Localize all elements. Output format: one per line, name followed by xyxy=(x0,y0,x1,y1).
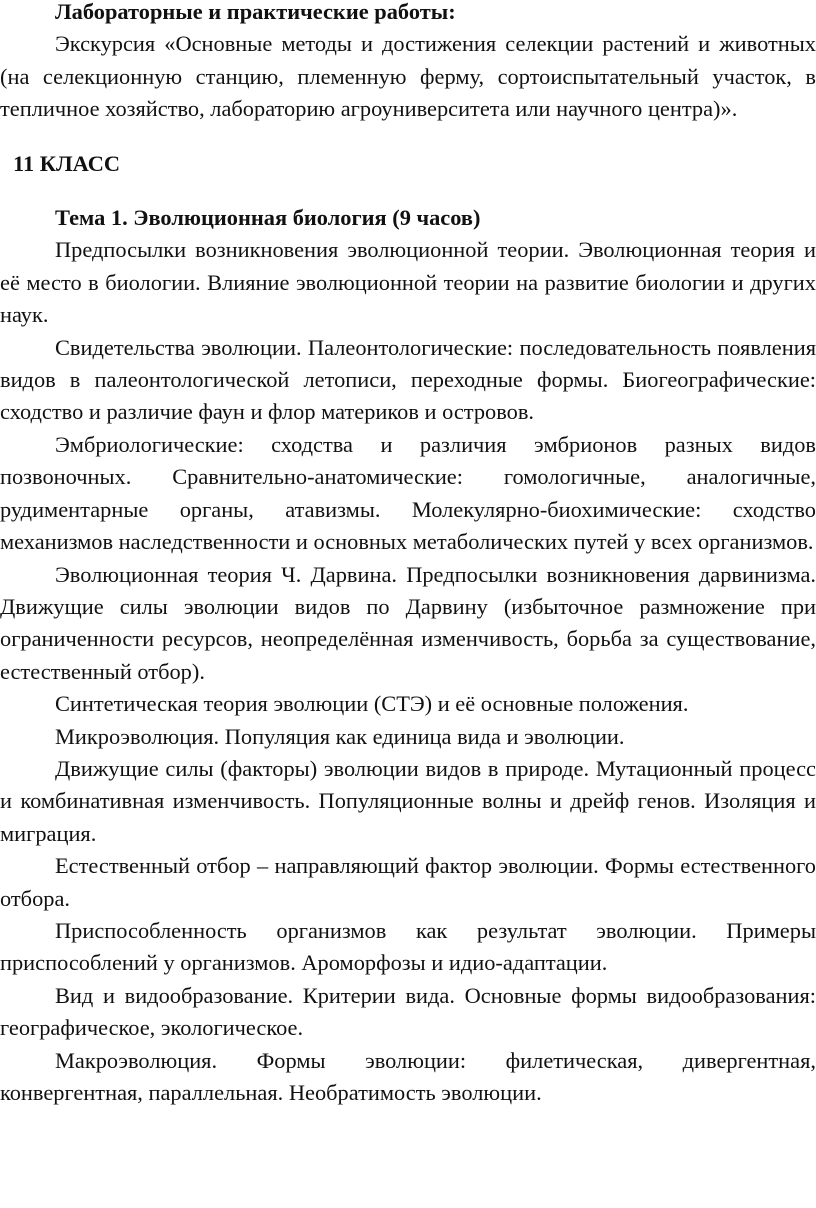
paragraph-driving-forces: Движущие силы (факторы) эволюции видов в природе. Мутационный процесс и комбинативная изменчивость. Популяционные волны и дрейф генов. Изоляция и миграция. xyxy=(0,755,816,846)
topic-heading: Тема 1. Эволюционная биология (9 часов) xyxy=(55,205,481,231)
paragraph-darwin: Эволюционная теория Ч. Дарвина. Предпосылки возникновения дарвинизма. Движущие силы эволюции видов по Дарвину (избыточное размножение при ограниченности ресурсов, неопределённая изменчивость, борьба за существование, естественный отбор). xyxy=(0,561,816,684)
lab-works-heading: Лабораторные и практические работы: xyxy=(55,0,456,24)
spacer xyxy=(0,180,816,202)
paragraph-natural-selection: Естественный отбор – направляющий фактор эволюции. Формы естественного отбора. xyxy=(0,853,816,911)
paragraph-adaptation: Приспособленность организмов как результат эволюции. Примеры приспособлений у организмов. Ароморфозы и идио-адаптации. xyxy=(0,917,816,976)
paragraph-speciation: Вид и видообразование. Критерии вида. Основные формы видообразования: географическое, экологическое. xyxy=(0,982,816,1041)
paragraph-prerequisites: Предпосылки возникновения эволюционной теории. Эволюционная теория и её место в биологии. Влияние эволюционной теории на развитие биологии и других наук. xyxy=(0,237,816,328)
paragraph-synthetic-theory: Синтетическая теория эволюции (СТЭ) и её основные положения. xyxy=(55,691,689,717)
paragraph-embryology: Эмбриологические: сходства и различия эмбрионов разных видов позвоночных. Сравнительно-анатомические: гомологичные, аналогичные, рудиментарные органы, атавизмы. Молекулярно-биохимические: сходство механизмов наследственности и основных метаболических путей у всех организмов. xyxy=(0,431,816,555)
paragraph-microevolution: Микроэволюция. Популяция как единица вида и эволюции. xyxy=(55,723,625,749)
paragraph-macroevolution: Макроэволюция. Формы эволюции: филетическая, дивергентная, конвергентная, параллельная. Необратимость эволюции. xyxy=(0,1047,816,1105)
class-heading: 11 КЛАСС xyxy=(13,150,121,176)
spacer xyxy=(0,126,816,148)
paragraph-evidence: Свидетельства эволюции. Палеонтологические: последовательность появления видов в палеонтологической летописи, переходные формы. Биогеографические: сходство и различие фаун и флор материков и островов. xyxy=(0,334,816,425)
excursion-paragraph: Экскурсия «Основные методы и достижения селекции растений и животных (на селекционную станцию, племенную ферму, сортоиспытательный участок, в тепличное хозяйство, лабораторию агроуниверситета или научного центра)». xyxy=(0,31,816,122)
